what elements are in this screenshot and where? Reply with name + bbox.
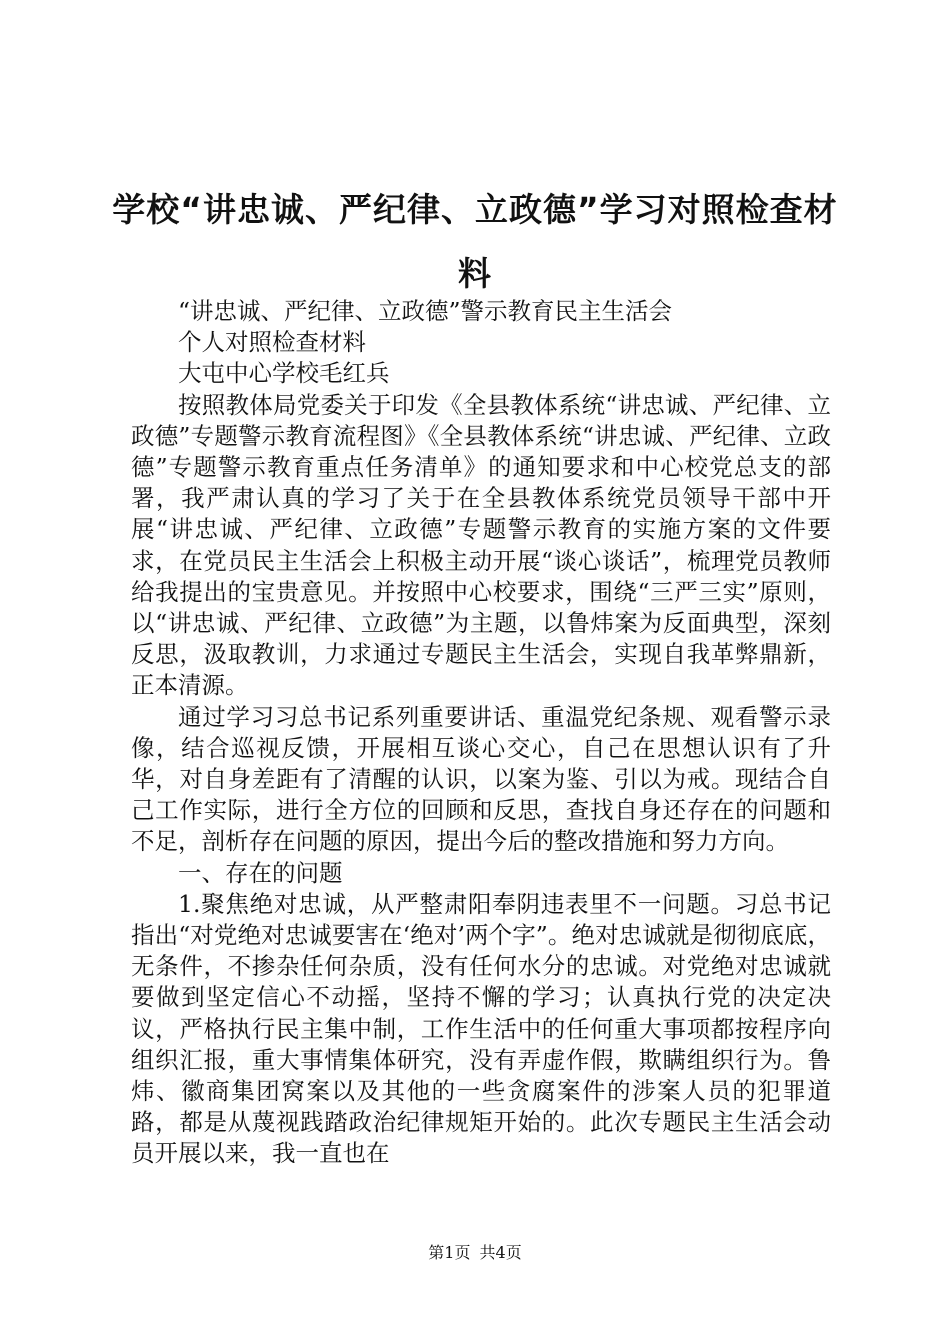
body-paragraph: 1.聚焦绝对忠诚，从严整肃阳奉阴违表里不一问题。习总书记指出“对党绝对忠诚要害在‘绝对’两个字”。绝对忠诚就是彻彻底底，无条件，不掺杂任何杂质，没有任何水分的忠诚。对党绝对忠诚就要做到坚定信心不动摇，坚持不懈的学习；认真执行党的决定决议，严格执行民主集中制，工作生活中的任何重大事项都按程序向组织汇报，重大事情集体研究，没有弄虚作假，欺瞒组织行为。鲁炜、徽商集团窝案以及其他的一些贪腐案件的涉案人员的犯罪道路，都是从蔑视践踏政治纪律规矩开始的。此次专题民主生活会动员开展以来，我一直也在 bbox=[131, 889, 831, 1168]
author-line: 大屯中心学校毛红兵 bbox=[178, 359, 390, 388]
body-paragraph: 通过学习习总书记系列重要讲话、重温党纪条规、观看警示录像，结合巡视反馈，开展相互谈心交心，自己在思想认识有了升华，对自身差距有了清醒的认识，以案为鉴、引以为戒。现结合自己工作实际，进行全方位的回顾和反思，查找自身还存在的问题和不足，剖析存在问题的原因，提出今后的整改措施和努力方向。 bbox=[131, 702, 831, 856]
page-footer: 第1页 共4页 bbox=[428, 1243, 522, 1262]
subtitle-line: “讲忠诚、严纪律、立政德”警示教育民主生活会 bbox=[178, 297, 673, 325]
section-heading: 一、存在的问题 bbox=[178, 858, 343, 887]
body-paragraph: 按照教体局党委关于印发《全县教体系统“讲忠诚、严纪律、立政德”专题警示教育流程图》《全县教体系统“讲忠诚、严纪律、立政德”专题警示教育重点任务清单》的通知要求和中心校党总支的部署，我严肃认真的学习了关于在全县教体系统党员领导干部中开展“讲忠诚、严纪律、立政德”专题警示教育的实施方案的文件要求，在党员民主生活会上积极主动开展“谈心谈话”，梳理党员教师给我提出的宝贵意见。并按照中心校要求，围绕“三严三实”原则，以“讲忠诚、严纪律、立政德”为主题，以鲁炜案为反面典型，深刻反思，汲取教训，力求通过专题民主生活会，实现自我革弊鼎新，正本清源。 bbox=[131, 390, 831, 700]
document-body bbox=[131, 296, 831, 1170]
subtitle-line: 个人对照检查材料 bbox=[178, 328, 366, 357]
document-title: 学校“讲忠诚、严纪律、立政德”学习对照检查材料 bbox=[112, 190, 838, 293]
